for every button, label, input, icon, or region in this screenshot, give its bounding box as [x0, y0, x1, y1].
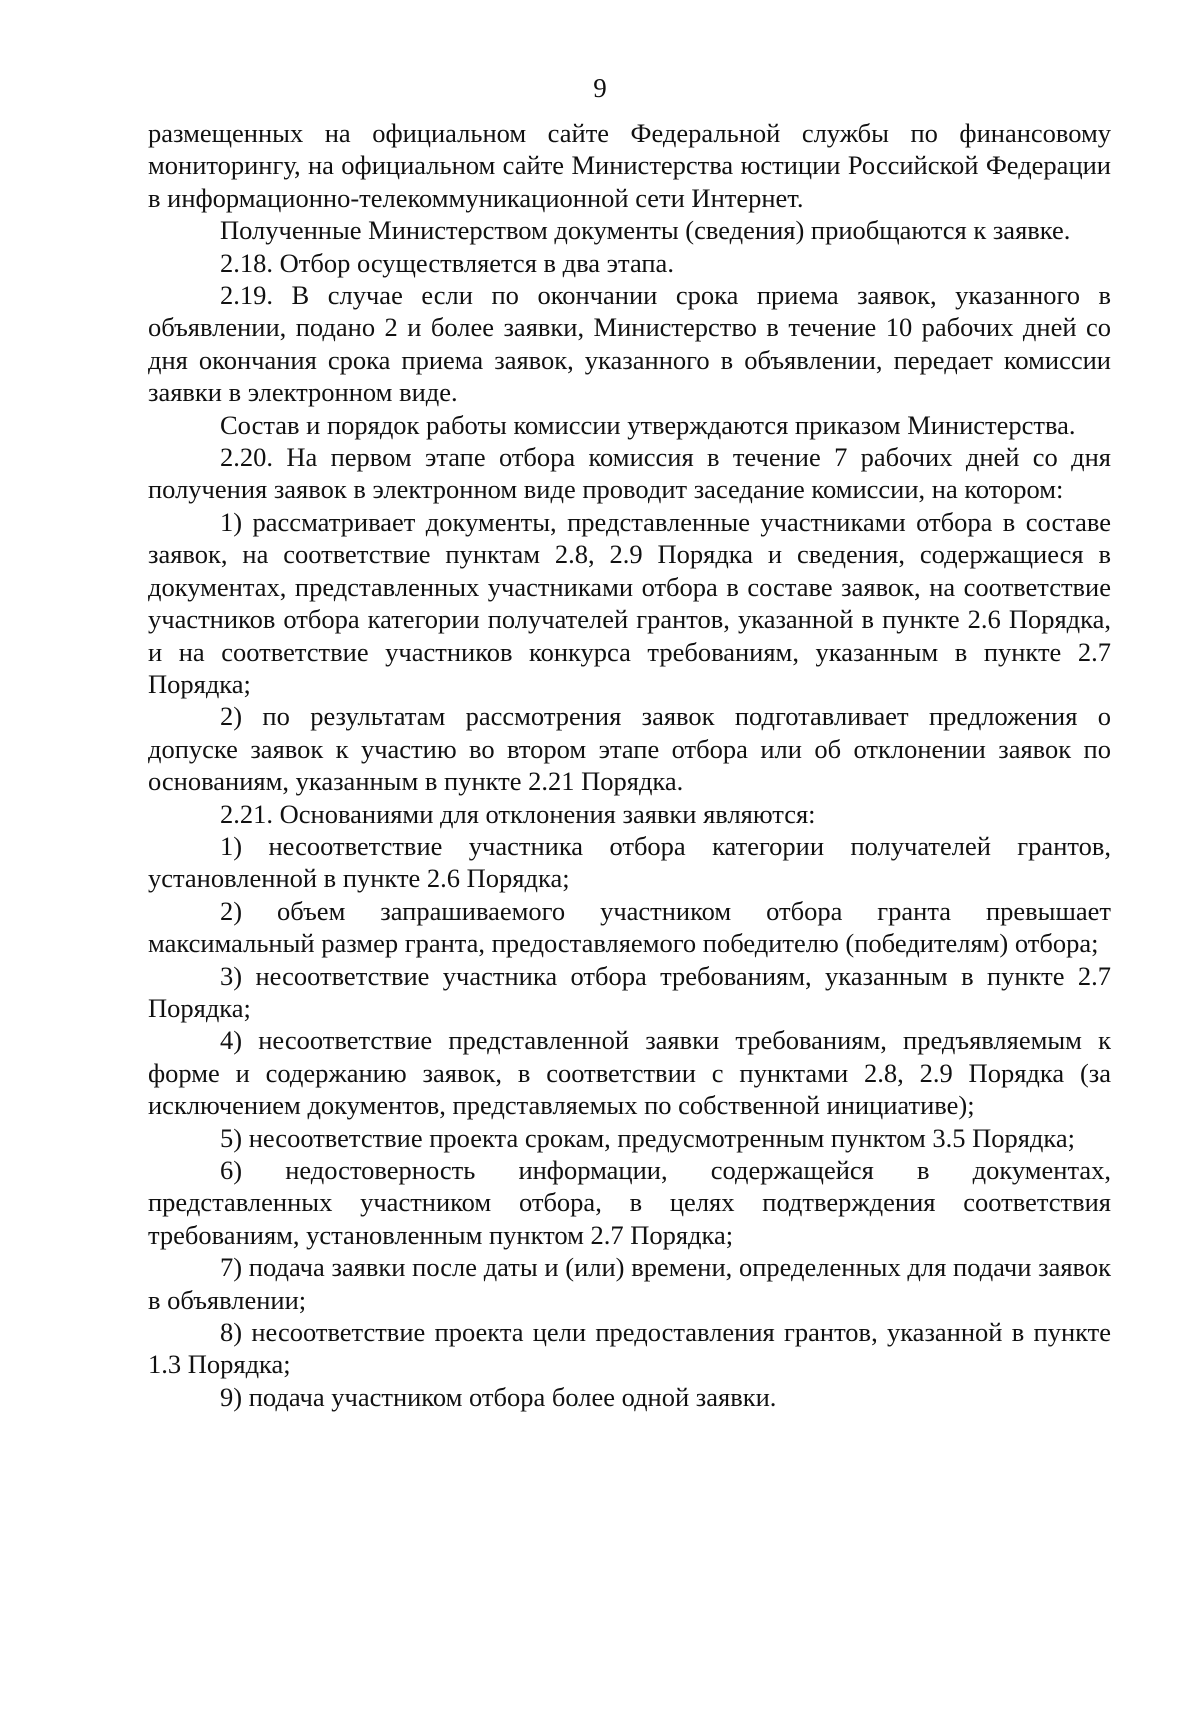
list-item: 1) рассматривает документы, представленные участниками отбора в составе заявок, на соответствие пунктам 2.8, 2.9 Порядка и сведения, содержащиеся в документах, представленных участниками отбора в составе заявок, на соответствие участников отбора категории получателей грантов, указанной в пункте 2.6 Порядка, и на соответствие участников конкурса требованиям, указанным в пункте 2.7 Порядка;: [148, 506, 1111, 699]
paragraph: Состав и порядок работы комиссии утверждаются приказом Министерства.: [220, 409, 1076, 440]
list-item: 6) недостоверность информации, содержащейся в документах, представленных участником отбора, в целях подтверждения соответствия требованиям, установленным пунктом 2.7 Порядка;: [148, 1155, 1111, 1250]
clause-2-20: 2.20. На первом этапе отбора комиссия в течение 7 рабочих дней со дня получения заявок в электронном виде проводит заседание комиссии, на котором:: [148, 442, 1111, 505]
clause-2-18: 2.18. Отбор осуществляется в два этапа.: [220, 247, 674, 278]
paragraph: размещенных на официальном сайте Федеральной службы по финансовому мониторингу, на официальном сайте Министерства юстиции Российской Федерации в информационно-телекоммуникационной сети Интернет.: [148, 118, 1111, 213]
paragraph: Полученные Министерством документы (сведения) приобщаются к заявке.: [220, 215, 1071, 246]
clause-2-21: 2.21. Основаниями для отклонения заявки являются:: [220, 798, 816, 829]
list-item: 2) объем запрашиваемого участником отбора гранта превышает максимальный размер гранта, предоставляемого победителю (победителям) отбора;: [148, 895, 1111, 959]
list-item: 1) несоответствие участника отбора категории получателей грантов, установленной в пункте 2.6 Порядка;: [148, 830, 1111, 894]
list-item: 8) несоответствие проекта цели предоставления грантов, указанной в пункте 1.3 Порядка;: [148, 1317, 1111, 1380]
list-item: 3) несоответствие участника отбора требованиям, указанным в пункте 2.7 Порядка;: [148, 960, 1111, 1023]
document-body: [148, 117, 1111, 1413]
list-item: 5) несоответствие проекта срокам, предусмотренным пунктом 3.5 Порядка;: [220, 1122, 1076, 1153]
page-number: 9: [593, 73, 607, 103]
list-item: 4) несоответствие представленной заявки требованиям, предъявляемым к форме и содержанию заявок, в соответствии с пунктами 2.8, 2.9 Порядка (за исключением документов, представляемых по собственной инициативе);: [148, 1025, 1111, 1121]
list-item: 9) подача участником отбора более одной заявки.: [220, 1381, 777, 1412]
clause-2-19: 2.19. В случае если по окончании срока приема заявок, указанного в объявлении, подано 2 и более заявки, Министерство в течение 10 рабочих дней со дня окончания срока приема заявок, указанного в объявлении, передает комиссии заявки в электронном виде.: [148, 280, 1111, 408]
list-item: 2) по результатам рассмотрения заявок подготавливает предложения о допуске заявок к участию во втором этапе отбора или об отклонении заявок по основаниям, указанным в пункте 2.21 Порядка.: [148, 701, 1111, 797]
list-item: 7) подача заявки после даты и (или) времени, определенных для подачи заявок в объявлении;: [148, 1252, 1111, 1315]
